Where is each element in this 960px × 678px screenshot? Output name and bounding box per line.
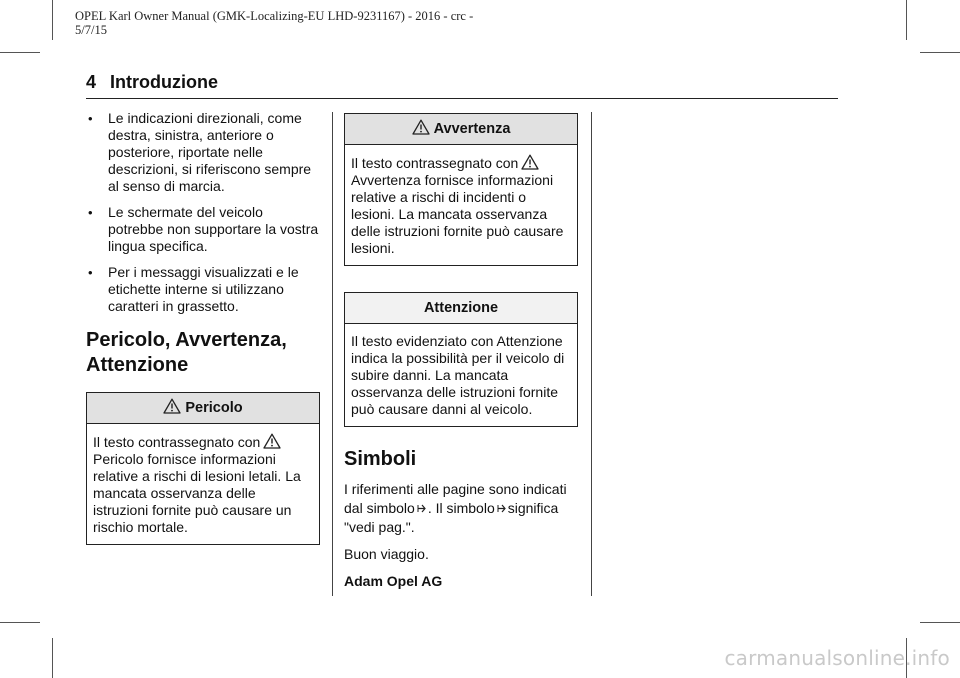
crop-mark <box>52 0 53 40</box>
column-middle <box>344 113 578 599</box>
list-item <box>86 110 320 195</box>
warning-triangle-icon <box>412 119 430 135</box>
bullet-glyph: • <box>88 111 93 126</box>
warning-box <box>344 113 578 266</box>
warning-triangle-icon <box>163 398 181 414</box>
page-reference-icon <box>497 503 506 514</box>
warning-box-title: Avvertenza <box>433 121 511 137</box>
column-divider <box>332 112 333 596</box>
crop-mark <box>0 622 40 623</box>
bullet-glyph: • <box>88 265 93 280</box>
list-item <box>86 264 320 315</box>
crop-mark <box>920 52 960 53</box>
warning-triangle-icon <box>521 154 539 170</box>
crop-mark <box>920 622 960 623</box>
danger-box-text: Il testo contrassegnato con <box>93 434 261 450</box>
warning-triangle-icon <box>263 433 281 449</box>
crop-mark <box>52 638 53 678</box>
page-reference-icon <box>417 503 426 514</box>
danger-box-title: Pericolo <box>185 400 243 416</box>
warning-box-body <box>345 145 577 265</box>
list-item-text: Le schermate del veicolo potrebbe non supportare la vostra lingua specifica. <box>108 204 319 254</box>
list-item <box>86 204 320 255</box>
column-divider <box>591 112 592 596</box>
symbols-paragraph <box>344 480 578 537</box>
closing-greeting: Buon viaggio. <box>344 546 429 562</box>
warning-box-text: Il testo contrassegnato con <box>351 155 519 171</box>
page-number: 4 <box>86 72 97 92</box>
chapter-title: Introduzione <box>110 72 218 92</box>
section-title-line: Pericolo, Avvertenza, <box>86 329 287 351</box>
signature: Adam Opel AG <box>344 573 443 589</box>
document-info-line: OPEL Karl Owner Manual (GMK-Localizing-EU LHD-9231167) - 2016 - crc - <box>75 9 474 23</box>
crop-mark <box>906 0 907 40</box>
section-title-simboli: Simboli <box>344 448 417 470</box>
danger-box-body <box>87 424 319 544</box>
caution-box-body <box>345 324 577 426</box>
section-title-line: Attenzione <box>86 354 189 376</box>
list-item-text: Le indicazioni direzionali, come destra, sinistra, anteriore o posteriore, riportate nelle descrizioni, si riferiscono sempre al senso di marcia. <box>108 110 312 194</box>
crop-mark <box>0 52 40 53</box>
caution-box <box>344 292 578 427</box>
caution-box-header <box>345 293 577 324</box>
page-heading <box>86 72 218 93</box>
document-info-date: 5/7/15 <box>75 23 107 37</box>
document-info <box>75 9 495 37</box>
section-title-pav <box>86 328 320 378</box>
symbols-text: I riferimenti alle pagine sono indicati dal simbolo <box>344 481 567 516</box>
watermark: carmanualsonline.info <box>724 646 950 670</box>
caution-box-title: Attenzione <box>423 300 499 316</box>
danger-box-header <box>87 393 319 424</box>
symbols-text: significa "vedi pag.". <box>344 500 559 535</box>
warning-box-header <box>345 114 577 145</box>
danger-box-text: Pericolo fornisce informazioni relative a rischi di lesioni letali. La mancata osservanza delle istruzioni fornite può causare un rischio mortale. <box>93 451 301 535</box>
warning-box-text: Avvertenza fornisce informazioni relative a rischi di incidenti o lesioni. La mancata osservanza delle istruzioni fornite può causare lesioni. <box>351 172 564 256</box>
heading-divider <box>86 98 838 99</box>
list-item-text: Per i messaggi visualizzati e le etichette interne si utilizzano caratteri in grassetto. <box>108 264 299 314</box>
danger-box <box>86 392 320 545</box>
bullet-glyph: • <box>88 205 93 220</box>
caution-box-text: Il testo evidenziato con Attenzione indica la possibilità per il veicolo di subire danni. La mancata osservanza delle istruzioni fornite può causare danni al veicolo. <box>351 333 565 417</box>
column-left <box>86 110 320 545</box>
symbols-text: . Il simbolo <box>427 500 495 516</box>
